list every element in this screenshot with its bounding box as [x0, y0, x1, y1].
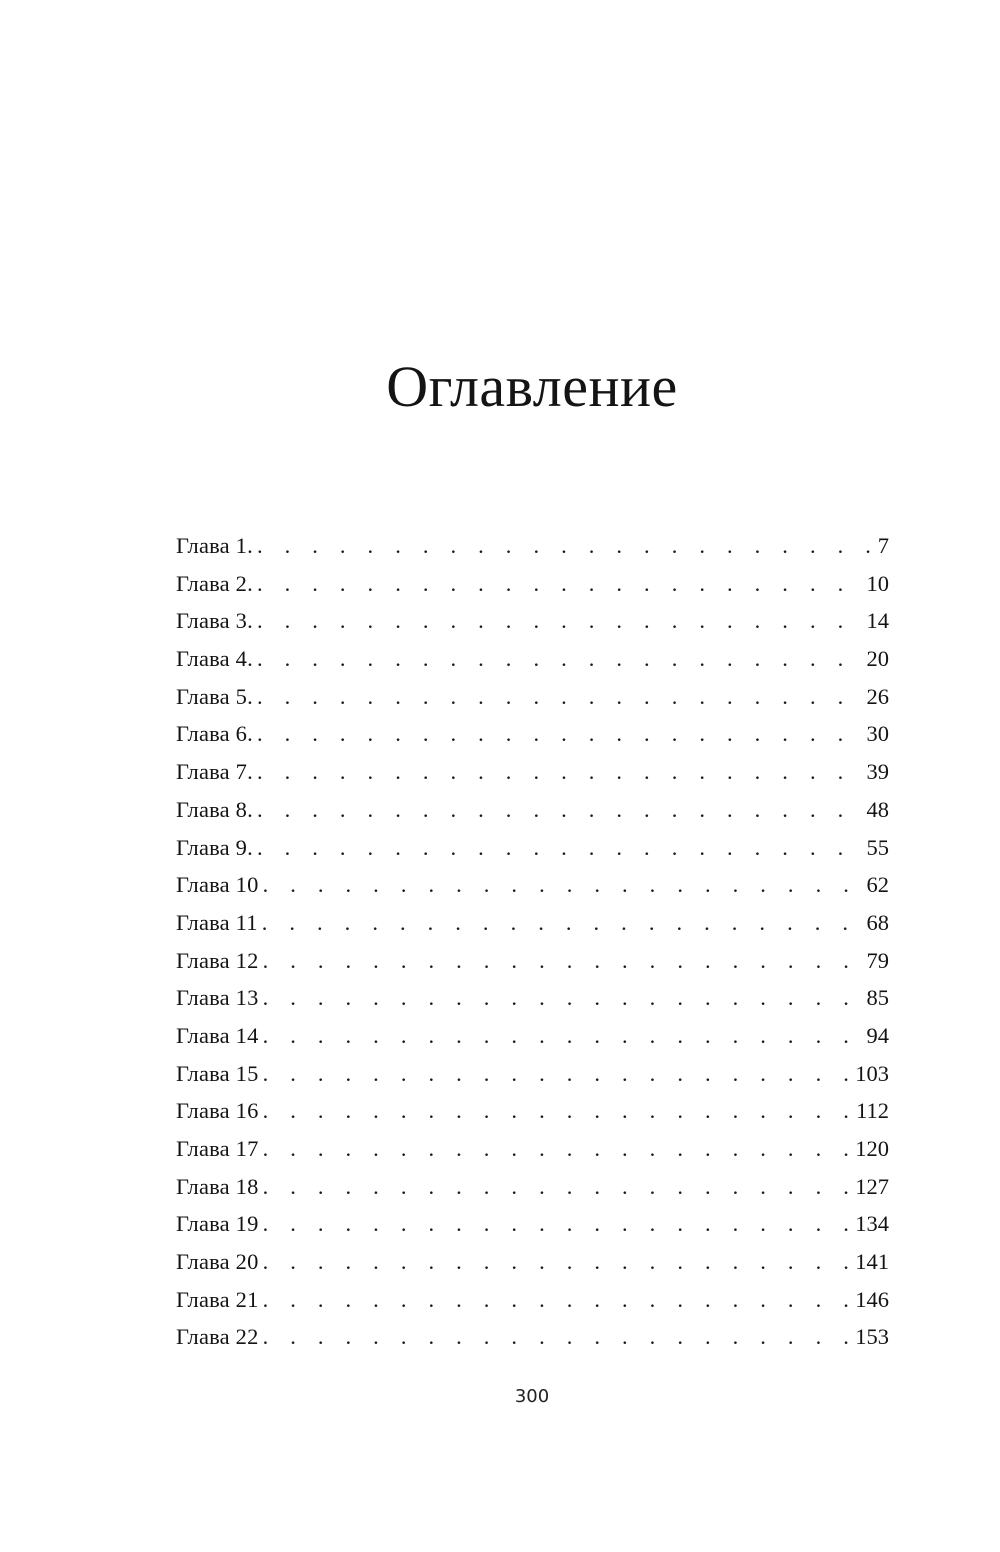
toc-entry	[176, 602, 889, 640]
dot-leader	[257, 791, 863, 829]
toc-entry-page: 48	[866, 796, 889, 822]
toc-entry-page: 134	[855, 1211, 889, 1237]
toc-entry-label: Глава 17	[176, 1136, 259, 1161]
toc-entry-label: Глава 8.	[176, 796, 253, 822]
dot-leader	[257, 678, 863, 716]
dot-leader	[257, 527, 874, 565]
toc-entry-page: 141	[855, 1249, 889, 1275]
dot-leader	[257, 565, 863, 603]
toc-entry	[176, 829, 889, 867]
toc-entry-label: Глава 3.	[176, 608, 253, 634]
toc-entry-label: Глава 4.	[176, 646, 253, 672]
dot-leader	[263, 866, 863, 904]
dot-leader	[263, 1318, 852, 1356]
toc-entry-label: Глава 14	[176, 1022, 259, 1048]
toc-entry-page: 103	[855, 1060, 889, 1086]
toc-entry-page: 62	[866, 872, 889, 898]
dot-leader	[257, 715, 863, 753]
dot-leader	[263, 942, 863, 980]
toc-entry-label: Глава 15	[176, 1060, 259, 1086]
dot-leader	[263, 1017, 863, 1055]
toc-entry	[176, 1243, 889, 1281]
toc-entry-label: Глава 11	[176, 909, 258, 935]
toc-entry	[176, 640, 889, 678]
toc-entry	[176, 942, 889, 980]
table-of-contents	[176, 527, 889, 1356]
toc-entry-label: Глава 2.	[176, 570, 253, 596]
toc-entry-page: 55	[866, 834, 889, 860]
toc-entry-page: 26	[866, 683, 889, 709]
toc-entry	[176, 1130, 889, 1168]
toc-entry-label: Глава 12	[176, 947, 259, 973]
dot-leader	[263, 1092, 853, 1130]
toc-entry	[176, 565, 889, 603]
dot-leader	[263, 1130, 852, 1168]
toc-entry-page: 68	[866, 909, 889, 935]
dot-leader	[263, 1281, 852, 1319]
toc-entry-label: Глава 18	[176, 1173, 259, 1199]
dot-leader	[263, 1055, 852, 1093]
toc-entry-page: 7	[877, 533, 889, 558]
toc-entry-page: 127	[855, 1173, 889, 1199]
toc-entry-label: Глава 1.	[176, 533, 253, 558]
toc-entry	[176, 678, 889, 716]
dot-leader	[262, 904, 863, 942]
toc-entry-page: 94	[866, 1022, 889, 1048]
toc-entry-page: 14	[866, 608, 889, 634]
dot-leader	[263, 979, 863, 1017]
dot-leader	[257, 753, 863, 791]
toc-entry-page: 85	[866, 985, 889, 1011]
toc-entry	[176, 527, 889, 565]
toc-entry-label: Глава 22	[176, 1324, 259, 1350]
toc-entry-label: Глава 10	[176, 872, 259, 898]
toc-entry	[176, 1055, 889, 1093]
toc-entry-page: 146	[855, 1286, 889, 1312]
toc-entry	[176, 1318, 889, 1356]
dot-leader	[257, 602, 863, 640]
toc-entry	[176, 753, 889, 791]
toc-entry	[176, 904, 889, 942]
dot-leader	[263, 1205, 852, 1243]
toc-entry-label: Глава 21	[176, 1286, 259, 1312]
toc-entry-label: Глава 7.	[176, 759, 253, 785]
toc-entry-label: Глава 5.	[176, 683, 253, 709]
dot-leader	[263, 1168, 852, 1206]
toc-entry-page: 112	[856, 1098, 889, 1124]
toc-entry-page: 39	[866, 759, 889, 785]
toc-entry-page: 20	[866, 646, 889, 672]
dot-leader	[257, 829, 863, 867]
toc-entry-page: 153	[855, 1324, 889, 1350]
page-number: 300	[514, 1386, 550, 1407]
dot-leader	[257, 640, 863, 678]
toc-entry-label: Глава 16	[176, 1098, 259, 1124]
toc-entry	[176, 1092, 889, 1130]
toc-entry-label: Глава 6.	[176, 721, 253, 747]
toc-entry-label: Глава 9.	[176, 834, 253, 860]
toc-entry-page: 10	[866, 570, 889, 596]
toc-entry-page: 79	[866, 947, 889, 973]
toc-entry-page: 120	[855, 1136, 889, 1161]
toc-entry-label: Глава 19	[176, 1211, 259, 1237]
toc-entry-label: Глава 13	[176, 985, 259, 1011]
toc-entry	[176, 1168, 889, 1206]
toc-entry	[176, 1205, 889, 1243]
dot-leader	[263, 1243, 852, 1281]
toc-entry	[176, 866, 889, 904]
toc-entry	[176, 1281, 889, 1319]
toc-entry	[176, 791, 889, 829]
toc-entry	[176, 715, 889, 753]
toc-entry-label: Глава 20	[176, 1249, 259, 1275]
page-title: Оглавление	[386, 354, 678, 419]
toc-entry	[176, 979, 889, 1017]
toc-entry	[176, 1017, 889, 1055]
toc-entry-page: 30	[866, 721, 889, 747]
